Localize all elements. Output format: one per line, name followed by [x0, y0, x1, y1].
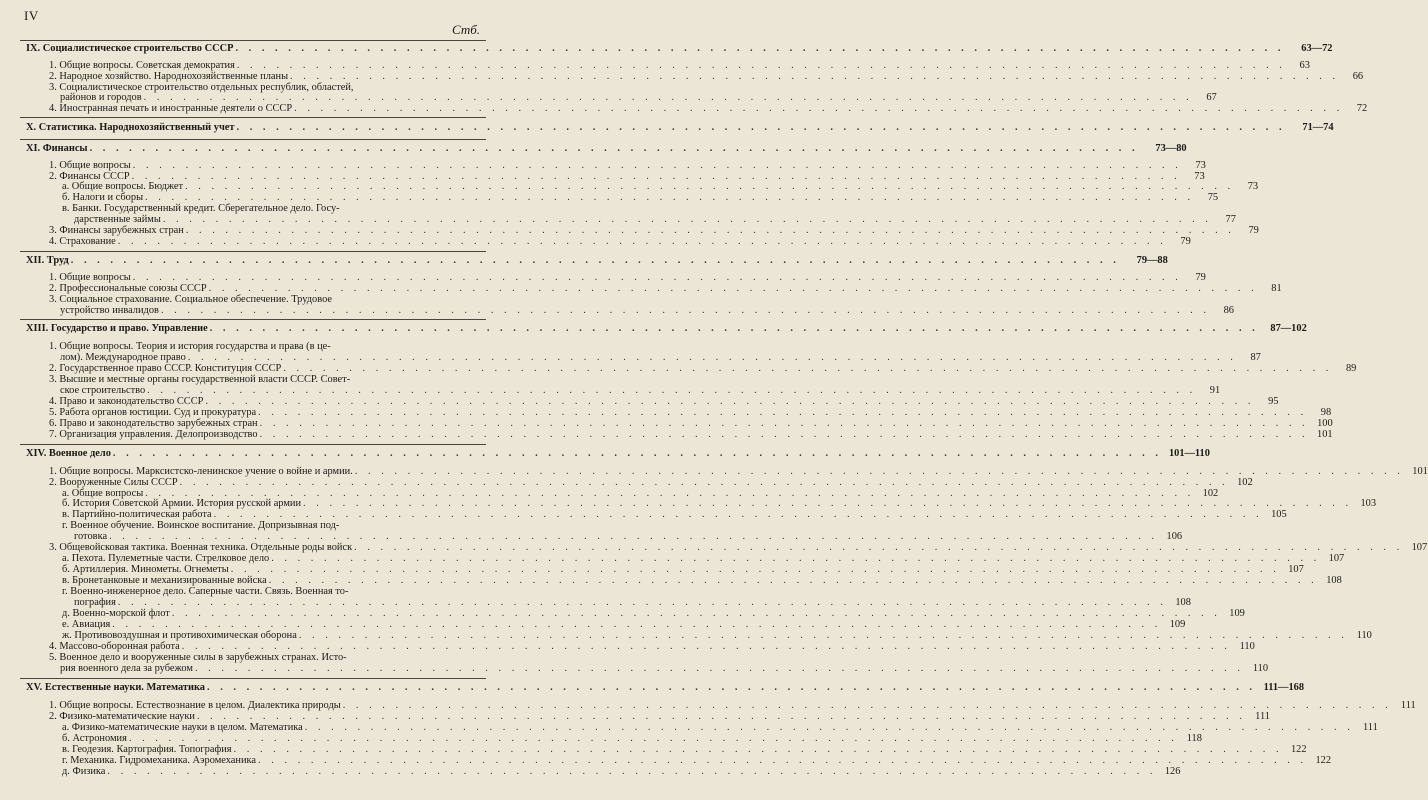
entry-page: 101 [1317, 429, 1333, 440]
toc-entry[interactable] [26, 103, 1368, 115]
entry-page: 98 [1320, 407, 1332, 418]
entry-page: 109 [1229, 608, 1245, 619]
section-title: X. Статистика. Народнохозяйственный учет [26, 122, 235, 133]
entry-text: 4. Страхование [49, 236, 116, 247]
entry-text: а. Общие вопросы [62, 488, 144, 499]
entry-page: 102 [1202, 488, 1219, 499]
entry-page: 72 [1356, 103, 1368, 114]
entry-page: 110 [1239, 641, 1255, 652]
toc-entry[interactable] [26, 236, 1191, 248]
entry-text: 7. Организация управления. Делопроизводство [49, 429, 258, 440]
entry-text: б. История Советской Армии. История русской армии [62, 498, 302, 509]
entry-text: 4. Массово-оборонная работа [49, 641, 180, 652]
entry-page: 73 [1247, 181, 1259, 192]
entry-text: дарственные займы [74, 214, 161, 225]
divider [20, 319, 486, 320]
entry-page: 111 [1362, 722, 1378, 733]
divider [20, 251, 486, 252]
entry-page: 106 [1166, 531, 1183, 542]
entry-page: 87 [1250, 352, 1261, 363]
entry-text: ское строительство [60, 385, 146, 396]
entry-text: в. Геодезия. Картография. Топография [62, 744, 232, 755]
entry-text: лом). Международное право [60, 352, 186, 363]
toc-entry[interactable] [26, 766, 1181, 778]
entry-page: 109 [1169, 619, 1186, 630]
entry-page: 110 [1356, 630, 1372, 641]
entry-page: 122 [1315, 755, 1332, 766]
entry-text: 1. Общие вопросы. Советская демократия [49, 60, 235, 71]
leader-dots [105, 766, 1158, 778]
divider [20, 678, 486, 679]
entry-page: 77 [1225, 214, 1236, 225]
section-title: IX. Социалистическое строительство СССР [26, 43, 234, 54]
entry-text: 5. Военное дело и вооруженные силы в зарубежных странах. Исто- [49, 652, 347, 663]
leader-dots [159, 305, 1212, 317]
toc-entry-continuation[interactable] [26, 663, 1269, 675]
entry-text: 2. Вооруженные Силы СССР [49, 477, 178, 488]
entry-page: 63 [1299, 60, 1310, 71]
entry-text: 3. Финансы зарубежных стран [49, 225, 184, 236]
entry-page: 118 [1186, 733, 1202, 744]
leader-dots [235, 121, 1288, 135]
entry-text: а. Общие вопросы. Бюджет [62, 181, 184, 192]
entry-text: 3. Социальное страхование. Социальное обеспечение. Трудовое [49, 294, 333, 305]
entry-page: 75 [1207, 192, 1219, 203]
entry-page: 107 [1411, 542, 1428, 553]
leader-dots [205, 681, 1258, 695]
entry-text: б. Астрономия [62, 733, 127, 744]
section-title: XIV. Военное дело [26, 448, 111, 459]
section-pages: 79—88 [1136, 255, 1168, 266]
section-title: XV. Естественные науки. Математика [26, 682, 205, 693]
entry-text: в. Банки. Государственный кредит. Сберегательное дело. Госу- [62, 203, 340, 214]
entry-text: устройство инвалидов [60, 305, 159, 316]
entry-text: рия военного дела за рубежом [60, 663, 193, 674]
entry-text: г. Военно-инженерное дело. Саперные части. Связь. Военная то- [62, 586, 349, 597]
entry-page: 122 [1290, 744, 1307, 755]
entry-text: ж. Противовоздушная и противохимическая оборона [62, 630, 297, 641]
section-pages: 111—168 [1263, 682, 1305, 693]
entry-page: 79 [1180, 236, 1191, 247]
entry-text: 1. Общие вопросы [49, 272, 131, 283]
leader-dots [292, 103, 1345, 115]
entry-page: 89 [1345, 363, 1357, 374]
entry-text: е. Авиация [62, 619, 111, 630]
section-pages: 73—80 [1155, 143, 1187, 154]
leader-dots [69, 254, 1122, 268]
entry-page: 66 [1352, 71, 1364, 82]
entry-text: д. Военно-морской флот [62, 608, 170, 619]
entry-text: 1. Общие вопросы. Естествознание в целом. Диалектика природы [49, 700, 341, 711]
entry-text: 3. Общевойсковая тактика. Военная техника. Отдельные роды войск [49, 542, 353, 553]
entry-text: д. Физика [62, 766, 106, 777]
entry-text: 6. Право и законодательство зарубежных стран [49, 418, 258, 429]
section-heading[interactable] [26, 142, 1187, 156]
leader-dots [116, 236, 1169, 248]
leader-dots [193, 663, 1246, 675]
section-pages: 63—72 [1301, 43, 1333, 54]
entry-page: 79 [1248, 225, 1259, 236]
section-heading[interactable] [26, 42, 1333, 56]
entry-text: 1. Общие вопросы [49, 160, 131, 171]
entry-text: г. Военное обучение. Воинское воспитание. Допризывная под- [62, 520, 340, 531]
entry-text: 1. Общие вопросы. Теория и история государства и права (в це- [49, 341, 331, 352]
leader-dots [208, 322, 1261, 336]
entry-text: а. Физико-математические науки в целом. Математика [62, 722, 303, 733]
entry-text: 4. Право и законодательство СССР [49, 396, 204, 407]
entry-text: 3. Социалистическое строительство отдельных республик, областей, [49, 82, 354, 93]
section-pages: 101—110 [1168, 448, 1210, 459]
entry-text: готовка [74, 531, 108, 542]
entry-page: 91 [1209, 385, 1221, 396]
entry-page: 108 [1326, 575, 1342, 586]
entry-text: пография [74, 597, 116, 608]
entry-page: 107 [1288, 564, 1304, 575]
entry-text: 3. Высшие и местные органы государственной власти СССР. Совет- [49, 374, 351, 385]
entry-text: б. Налоги и сборы [62, 192, 144, 203]
entry-page: 103 [1360, 498, 1377, 509]
leader-dots [111, 447, 1164, 461]
section-heading[interactable] [26, 681, 1305, 695]
leader-dots [258, 429, 1311, 441]
divider [20, 40, 486, 41]
section-title: XIII. Государство и право. Управление [26, 323, 208, 334]
leader-dots [233, 42, 1286, 56]
section-pages: 87—102 [1270, 323, 1307, 334]
divider [20, 444, 486, 445]
entry-text: 2. Государственное право СССР. Конституция СССР [49, 363, 282, 374]
entry-text: 1. Общие вопросы. Марксистско-ленинское учение о войне и армии. [49, 466, 353, 477]
entry-text: в. Бронетанковые и механизированные войска [62, 575, 267, 586]
entry-page: 73 [1195, 160, 1206, 171]
section-heading[interactable] [26, 121, 1334, 135]
leader-dots [88, 142, 1141, 156]
toc-entry[interactable] [26, 429, 1333, 441]
entry-page: 102 [1237, 477, 1253, 488]
divider [20, 139, 486, 140]
entry-page: 79 [1195, 272, 1206, 283]
entry-page: 101 [1412, 466, 1428, 477]
entry-page: 108 [1175, 597, 1191, 608]
entry-text: 4. Иностранная печать и иностранные деятели о СССР [49, 103, 293, 114]
entry-text: 5. Работа органов юстиции. Суд и прокуратура [49, 407, 257, 418]
entry-page: 111 [1400, 700, 1416, 711]
divider [20, 117, 486, 118]
entry-page: 100 [1317, 418, 1333, 429]
entry-text: г. Механика. Гидромеханика. Аэромеханика [62, 755, 257, 766]
entry-page: 110 [1252, 663, 1269, 674]
entry-page: 126 [1164, 766, 1181, 777]
section-heading[interactable] [26, 447, 1210, 461]
entry-page: 107 [1328, 553, 1345, 564]
entry-page: 81 [1271, 283, 1282, 294]
entry-text: в. Партийно-политическая работа [62, 509, 212, 520]
entry-page: 111 [1255, 711, 1270, 722]
entry-page: 95 [1268, 396, 1279, 407]
section-heading[interactable] [26, 322, 1307, 336]
section-heading[interactable] [26, 254, 1168, 268]
section-pages: 71—74 [1302, 122, 1334, 133]
page-number: IV [24, 8, 39, 23]
entry-page: 67 [1206, 92, 1217, 103]
entry-text: 2. Профессиональные союзы СССР [49, 283, 207, 294]
entry-page: 105 [1271, 509, 1287, 520]
entry-page: 73 [1194, 171, 1205, 182]
section-title: XI. Финансы [26, 143, 88, 154]
entry-text: 2. Физико-математические науки [49, 711, 195, 722]
entry-text: б. Артиллерия. Минометы. Огнеметы [62, 564, 229, 575]
column-header: Стб. [451, 22, 480, 37]
entry-text: а. Пехота. Пулеметные части. Стрелковое дело [62, 553, 270, 564]
toc-entry-continuation[interactable] [26, 305, 1234, 317]
entry-text: районов и городов [60, 92, 142, 103]
section-title: XII. Труд [26, 255, 69, 266]
entry-text: 2. Финансы СССР [49, 171, 130, 182]
entry-text: 2. Народное хозяйство. Народнохозяйственные планы [49, 71, 289, 82]
entry-page: 86 [1223, 305, 1234, 316]
